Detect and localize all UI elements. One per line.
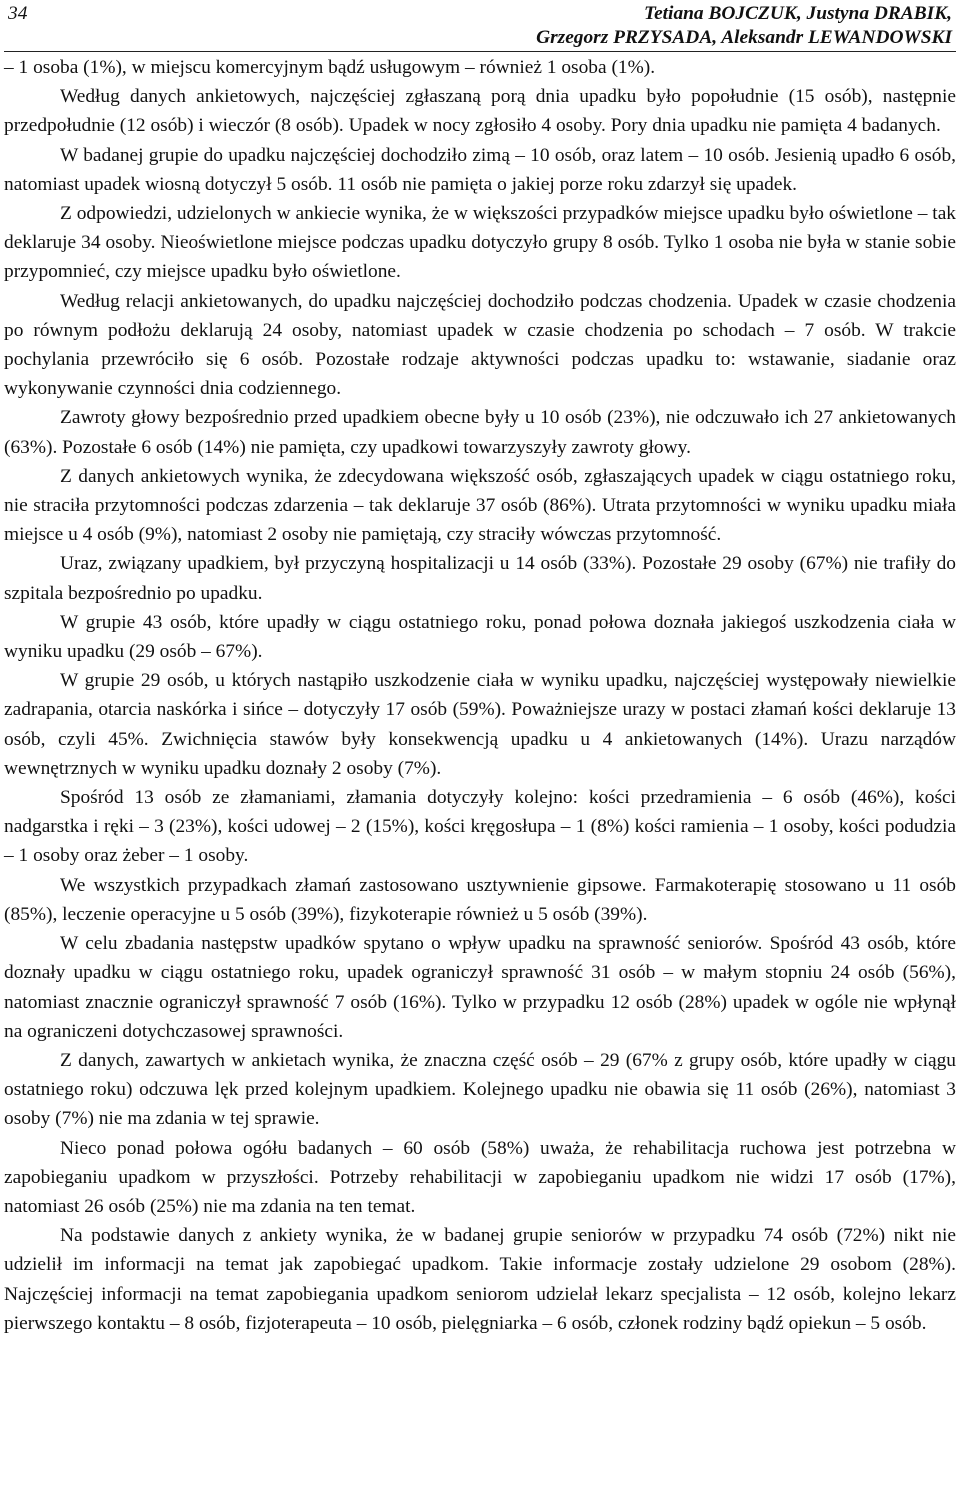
- paragraph: Zawroty głowy bezpośrednio przed upadkiem obecne były u 10 osób (23%), nie odczuwało ich 27 ankietowanych (63%). Pozostałe 6 osób (14%) nie pamięta, czy upadkowi towarzyszyły zawroty głowy.: [4, 407, 956, 458]
- paragraph: Według danych ankietowych, najczęściej zgłaszaną porą dnia upadku było popołudnie (15 osób), następnie przedpołudnie (12 osób) i wieczór (8 osób). Upadek w nocy zgłosiło 4 osoby. Pory dnia upadku nie pamięta 4 badanych.: [4, 86, 956, 137]
- running-header: [4, 0, 956, 52]
- paragraph: Z danych ankietowych wynika, że zdecydowana większość osób, zgłaszających upadek w ciągu ostatniego roku, nie straciła przytomności podczas zdarzenia – tak deklaruje 37 osób (86%). Utrata przytomności w wyniku upadku miała miejsce u 4 osób (9%), natomiast 2 osoby nie pamiętają, czy straciły wówczas przytomność.: [4, 465, 956, 546]
- paragraph: Z odpowiedzi, udzielonych w ankiecie wynika, że w większości przypadków miejsce upadku było oświetlone – tak deklaruje 34 osoby. Nieoświetlone miejsce podczas upadku dotyczyło grupy 8 osób. Tylko 1 osoba nie była w stanie sobie przypomnieć, czy miejsce upadku było oświetlone.: [4, 203, 956, 283]
- paragraph: Z danych, zawartych w ankietach wynika, że znaczna część osób – 29 (67% z grupy osób, które upadły w ciągu ostatniego roku) odczuwa lęk przed kolejnym upadkiem. Kolejnego upadku nie obawia się 11 osób (26%), natomiast 3 osoby (7%) nie ma zdania w tej sprawie.: [4, 1049, 956, 1130]
- paragraph: Na podstawie danych z ankiety wynika, że w badanej grupie seniorów w przypadku 74 osób (72%) nikt nie udzielił im informacji na temat jak zapobiegać upadkom. Takie informacje zostały udzielone 29 osobom (28%). Najczęściej informacji na temat zapobiegania upadkom seniorom udzielał lekarz specjalista – 12 osób, kolejno lekarz pierwszego kontaktu – 8 osób, fizjoterapeuta – 10 osób, pielęgniarka – 6 osób, członek rodziny bądź opiekun – 5 osób.: [4, 1225, 956, 1334]
- paragraph: – 1 osoba (1%), w miejscu komercyjnym bądź usługowym – również 1 osoba (1%).: [4, 57, 656, 78]
- authors-line-1: Tetiana BOJCZUK, Justyna DRABIK,: [644, 3, 952, 24]
- paragraph: Według relacji ankietowanych, do upadku najczęściej dochodziło podczas chodzenia. Upadek w czasie chodzenia po równym podłożu deklarują 24 osoby, natomiast upadek w czasie chodzenia po schodach – 7 osób. W trakcie pochylania przewróciło się 6 osób. Pozostałe rodzaje aktywności podczas upadku to: wstawanie, siadanie oraz wykonywanie czynności dnia codziennego.: [4, 290, 956, 400]
- page-number: 34: [8, 3, 28, 24]
- paragraph: W celu zbadania następstw upadków spytano o wpływ upadku na sprawność seniorów. Spośród 43 osób, które doznały upadku w ciągu ostatniego roku, upadek ograniczył sprawność 31 osób – w małym stopniu 24 osób (56%), natomiast znacznie ograniczył sprawność 7 osób (16%). Tylko w przypadku 12 osób (28%) upadek w ogóle nie wpłynął na ograniczeni dotychczasowej sprawności.: [4, 933, 956, 1042]
- body-text: [4, 52, 956, 1338]
- paragraph: W badanej grupie do upadku najczęściej dochodziło zimą – 10 osób, oraz latem – 10 osób. Jesienią upadło 6 osób, natomiast upadek wiosną dotyczył 5 osób. 11 osób nie pamięta o jakiej porze roku zdarzył się upadek.: [4, 144, 956, 195]
- paragraph: W grupie 43 osób, które upadły w ciągu ostatniego roku, ponad połowa doznała jakiegoś uszkodzenia ciała w wyniku upadku (29 osób – 67%).: [4, 611, 956, 663]
- paragraph: We wszystkich przypadkach złamań zastosowano usztywnienie gipsowe. Farmakoterapię stosowano u 11 osób (85%), leczenie operacyjne u 5 osób (39%), fizykoterapie również u 5 osób (39%).: [4, 874, 956, 925]
- authors-header: [536, 2, 952, 50]
- paragraph: Uraz, związany upadkiem, był przyczyną hospitalizacji u 14 osób (33%). Pozostałe 29 osoby (67%) nie trafiły do szpitala bezpośrednio po upadku.: [4, 553, 956, 604]
- paragraph: Spośród 13 osób ze złamaniami, złamania dotyczyły kolejno: kości przedramienia – 6 osób (46%), kości nadgarstka i ręki – 3 (23%), kości udowej – 2 (15%), kości kręgosłupa – 1 (8%) kości ramienia – 1 osoby, kości podudzia – 1 osoby oraz żeber – 1 osoby.: [4, 787, 956, 867]
- paragraph: Nieco ponad połowa ogółu badanych – 60 osób (58%) uważa, że rehabilitacja ruchowa jest potrzebna w zapobieganiu upadkom w przyszłości. Potrzeby rehabilitacji w zapobieganiu upadkom nie widzi 17 osób (17%), natomiast 26 osób (25%) nie ma zdania na ten temat.: [4, 1137, 956, 1217]
- authors-line-2: Grzegorz PRZYSADA, Aleksandr LEWANDOWSKI: [536, 27, 952, 48]
- paragraph: W grupie 29 osób, u których nastąpiło uszkodzenie ciała w wyniku upadku, najczęściej występowały niewielkie zadrapania, otarcia naskórka i sińce – dotyczyły 17 osób (59%). Poważniejsze urazy w postaci złamań kości deklaruje 13 osób, czyli 45%. Zwichnięcia stawów były konsekwencją upadku u 4 ankietowanych (14%). Urazu narządów wewnętrznych w wyniku upadku doznały 2 osoby (7%).: [4, 670, 956, 779]
